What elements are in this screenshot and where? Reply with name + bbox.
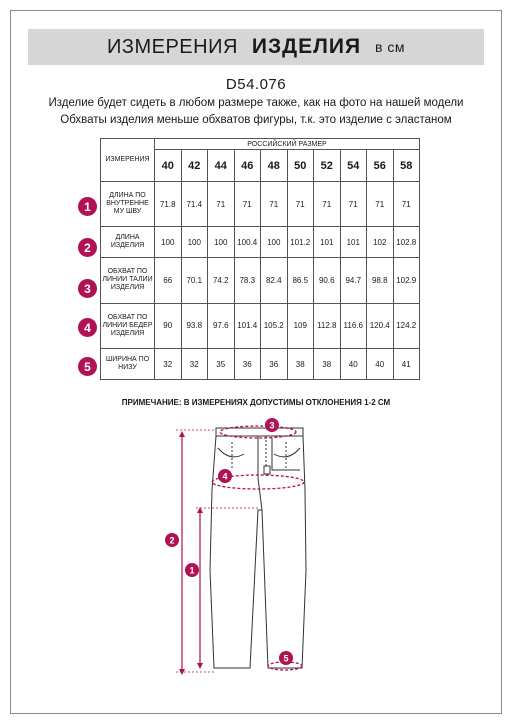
value-cell: 38 (314, 349, 341, 380)
note-elastane: Обхваты изделия меньше обхватов фигуры, т.к. это изделие с эластаном (60, 114, 452, 126)
row-label: ДЛИНА ПО ВНУТРЕННЕ МУ ШВУ (101, 182, 155, 227)
row-number-badge: 3 (78, 279, 97, 298)
size-header: РОССИЙСКИЙ РАЗМЕР (155, 139, 420, 150)
value-cell: 36 (234, 349, 261, 380)
size-cell: 54 (340, 150, 367, 182)
value-cell: 32 (181, 349, 208, 380)
diagram-badge-3 (265, 418, 279, 432)
value-cell: 71 (208, 182, 235, 227)
value-cell: 71 (234, 182, 261, 227)
value-cell: 105.2 (261, 303, 288, 348)
value-cell: 40 (340, 349, 367, 380)
size-table (100, 138, 420, 380)
size-cell: 48 (261, 150, 288, 182)
size-cell: 46 (234, 150, 261, 182)
value-cell: 66 (155, 258, 182, 303)
value-cell: 102.9 (393, 258, 420, 303)
value-cell: 112.8 (314, 303, 341, 348)
diagram-badge-1 (185, 563, 199, 577)
title-part-3: в см (375, 39, 405, 55)
size-cell: 56 (367, 150, 394, 182)
value-cell: 102.8 (393, 227, 420, 258)
row-label: ДЛИНА ИЗДЕЛИЯ (101, 227, 155, 258)
value-cell: 71 (261, 182, 288, 227)
value-cell: 71 (340, 182, 367, 227)
size-cell: 58 (393, 150, 420, 182)
row-label: ШИРИНА ПО НИЗУ (101, 349, 155, 380)
diagram-badge-5 (279, 651, 293, 665)
value-cell: 71 (367, 182, 394, 227)
value-cell: 98.8 (367, 258, 394, 303)
size-cell: 50 (287, 150, 314, 182)
tolerance-note: ПРИМЕЧАНИЕ: В ИЗМЕРЕНИЯХ ДОПУСТИМЫ ОТКЛОНЕНИЯ 1-2 СМ (121, 398, 391, 407)
svg-text:2: 2 (169, 535, 175, 546)
title-part-1: ИЗМЕРЕНИЯ (107, 35, 238, 58)
value-cell: 35 (208, 349, 235, 380)
value-cell: 93.8 (181, 303, 208, 348)
svg-text:1: 1 (189, 565, 195, 576)
value-cell: 71 (287, 182, 314, 227)
value-cell: 100.4 (234, 227, 261, 258)
value-cell: 101 (314, 227, 341, 258)
value-cell: 90.6 (314, 258, 341, 303)
value-cell: 71 (314, 182, 341, 227)
value-cell: 71.4 (181, 182, 208, 227)
size-cell: 40 (155, 150, 182, 182)
diagram-badge-4 (218, 469, 232, 483)
row-number-badge: 4 (78, 318, 97, 337)
table-row (101, 258, 420, 303)
value-cell: 100 (155, 227, 182, 258)
value-cell: 32 (155, 349, 182, 380)
value-cell: 100 (261, 227, 288, 258)
row-number-badge: 5 (78, 357, 97, 376)
size-cell: 42 (181, 150, 208, 182)
value-cell: 41 (393, 349, 420, 380)
measure-header: ИЗМЕРЕНИЯ (101, 139, 155, 182)
value-cell: 74.2 (208, 258, 235, 303)
value-cell: 82.4 (261, 258, 288, 303)
model-code: D54.076 (225, 76, 287, 93)
value-cell: 40 (367, 349, 394, 380)
row-number-badge: 1 (78, 197, 97, 216)
value-cell: 86.5 (287, 258, 314, 303)
value-cell: 120.4 (367, 303, 394, 348)
value-cell: 101.2 (287, 227, 314, 258)
size-cell: 44 (208, 150, 235, 182)
value-cell: 101.4 (234, 303, 261, 348)
diagram-badge-2 (165, 533, 179, 547)
row-label: ОБХВАТ ПО ЛИНИИ ТАЛИИ ИЗДЕЛИЯ (101, 258, 155, 303)
title-bar (28, 29, 484, 65)
svg-text:5: 5 (283, 653, 289, 664)
value-cell: 116.6 (340, 303, 367, 348)
value-cell: 109 (287, 303, 314, 348)
svg-text:3: 3 (269, 420, 275, 431)
note-fit: Изделие будет сидеть в любом размере также, как на фото на нашей модели (48, 97, 464, 109)
table-row (101, 303, 420, 348)
value-cell: 36 (261, 349, 288, 380)
value-cell: 101 (340, 227, 367, 258)
value-cell: 97.6 (208, 303, 235, 348)
table-row (101, 227, 420, 258)
value-cell: 100 (208, 227, 235, 258)
value-cell: 102 (367, 227, 394, 258)
value-cell: 124.2 (393, 303, 420, 348)
svg-text:4: 4 (222, 471, 228, 482)
value-cell: 78.3 (234, 258, 261, 303)
value-cell: 90 (155, 303, 182, 348)
value-cell: 94.7 (340, 258, 367, 303)
value-cell: 70.1 (181, 258, 208, 303)
value-cell: 100 (181, 227, 208, 258)
table-row (101, 182, 420, 227)
value-cell: 71.8 (155, 182, 182, 227)
table-row (101, 349, 420, 380)
value-cell: 38 (287, 349, 314, 380)
size-cell: 52 (314, 150, 341, 182)
value-cell: 71 (393, 182, 420, 227)
pants-outline (210, 428, 306, 668)
title-part-2: ИЗДЕЛИЯ (251, 35, 362, 58)
row-number-badge: 2 (78, 238, 97, 257)
row-label: ОБХВАТ ПО ЛИНИИ БЕДЕР ИЗДЕЛИЯ (101, 303, 155, 348)
pants-diagram (0, 410, 512, 680)
